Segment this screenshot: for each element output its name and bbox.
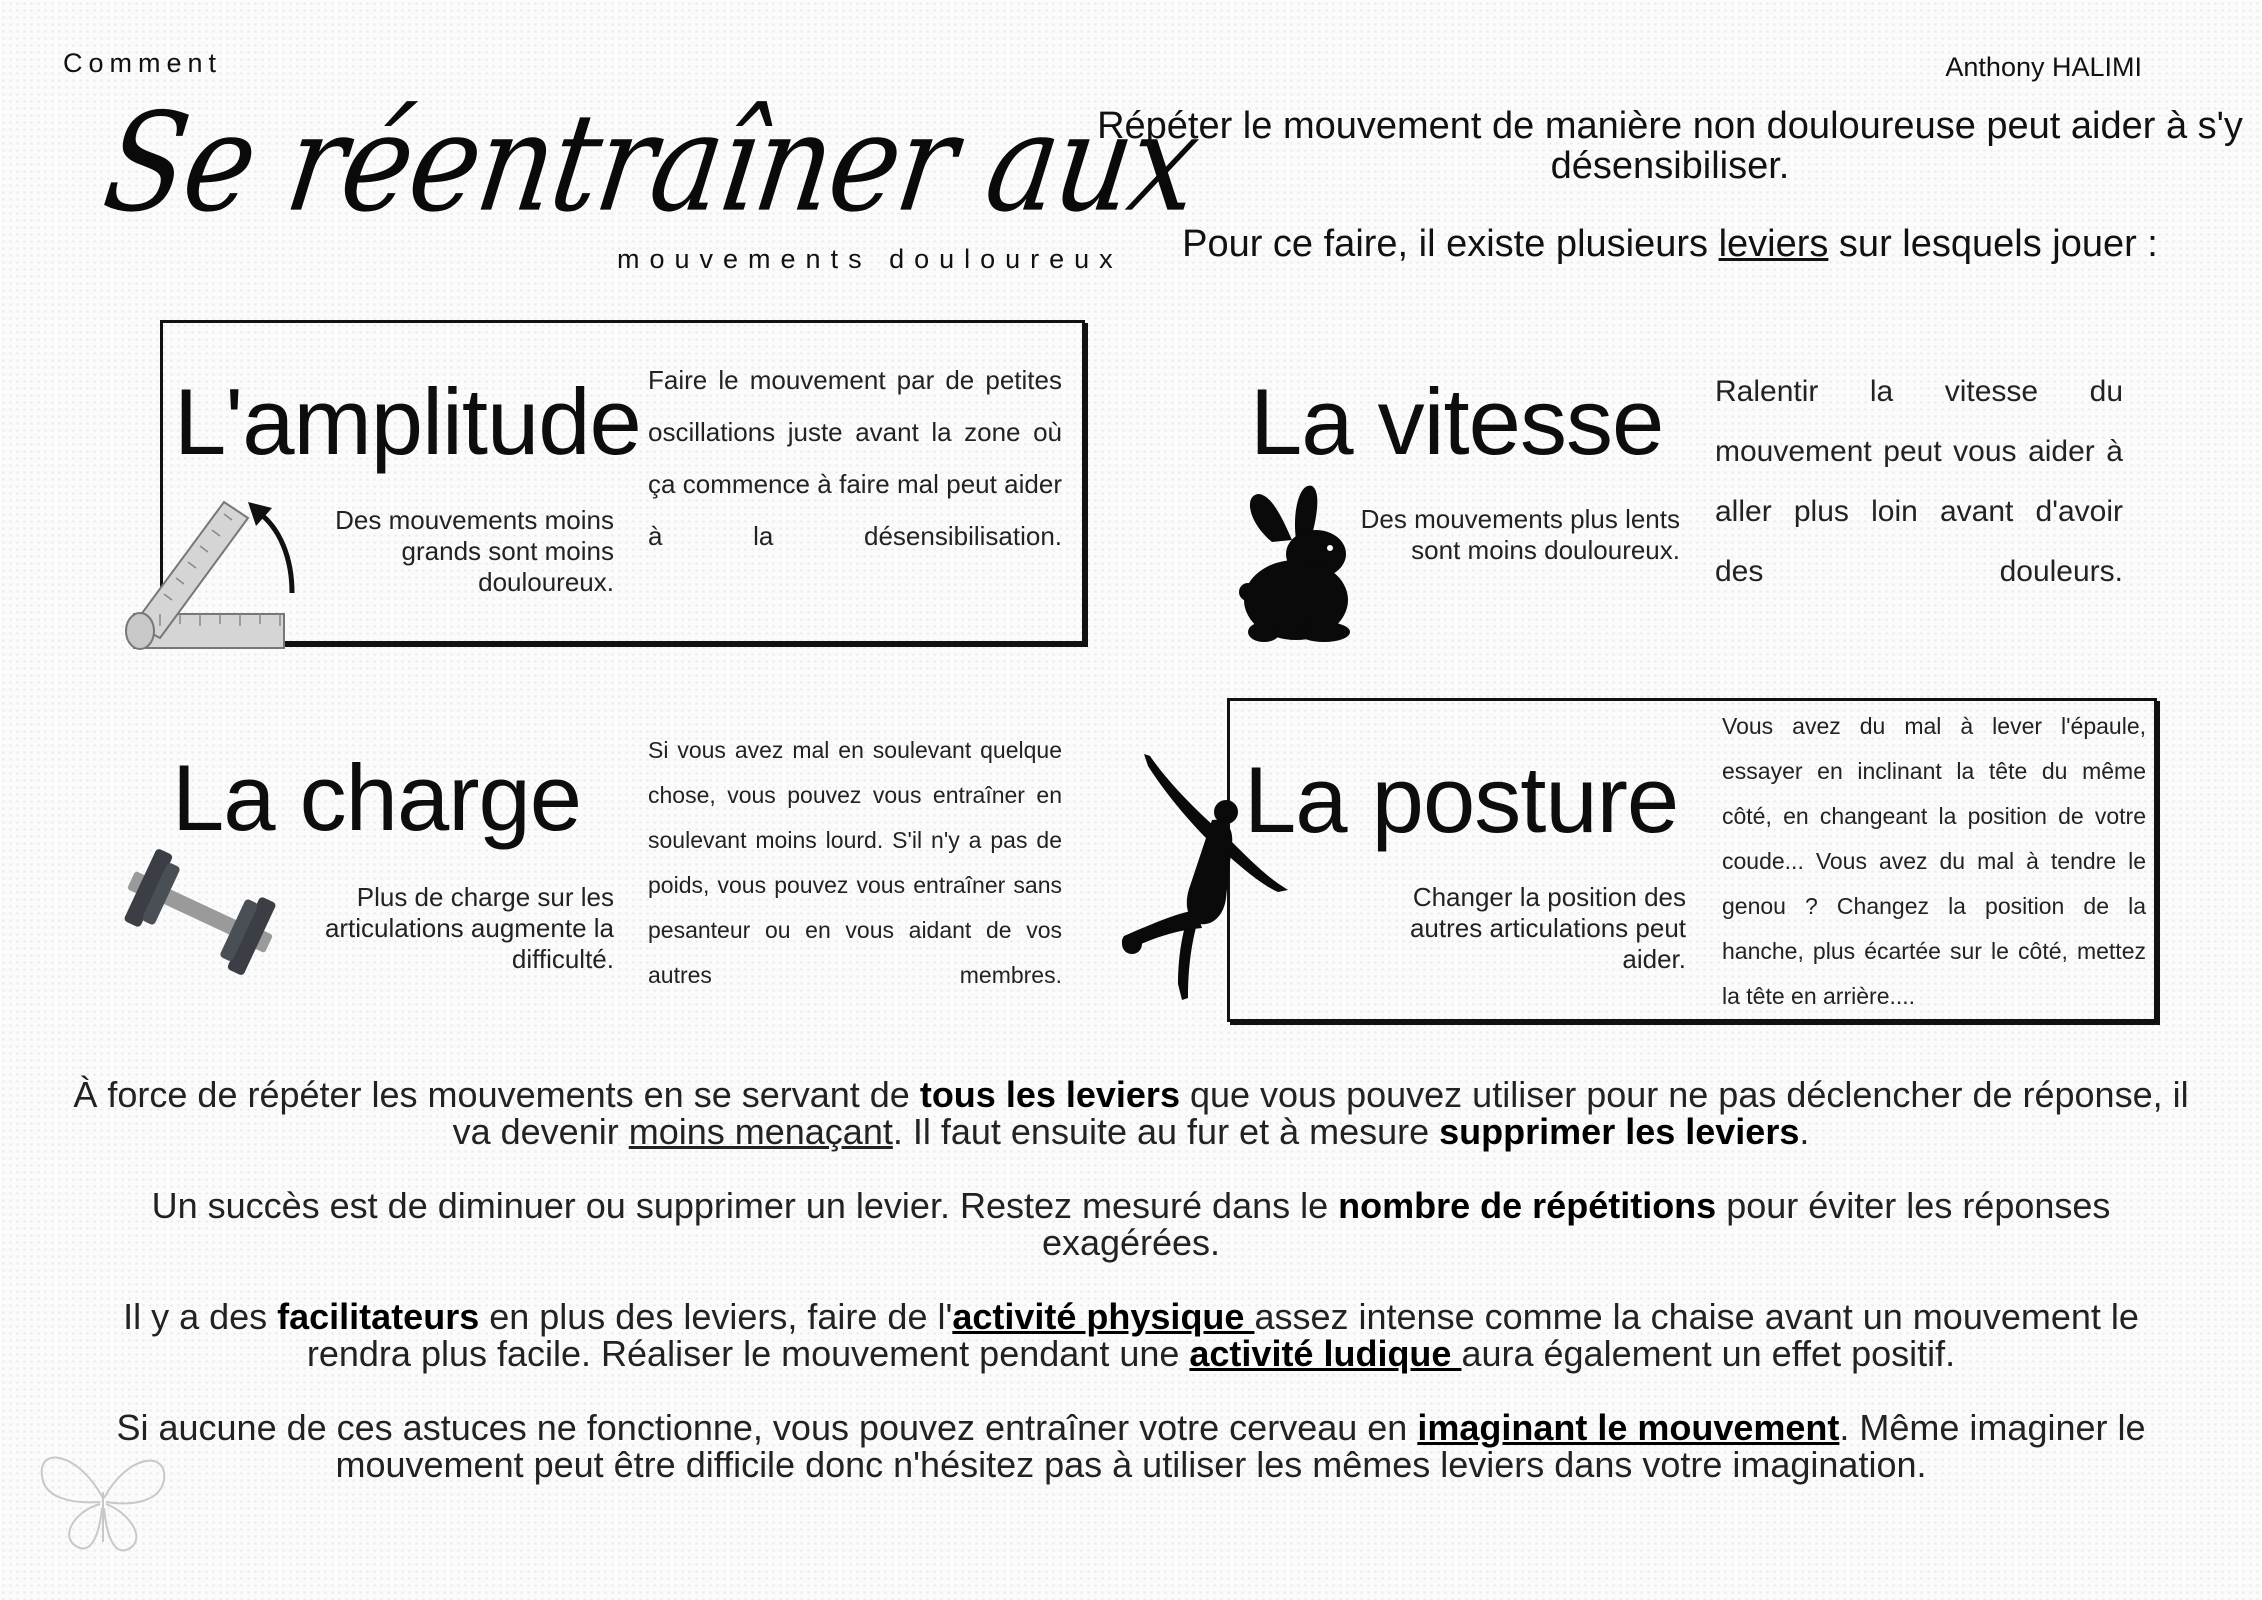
intro-line-2-start: Pour ce faire, il existe plusieurs [1182, 223, 1719, 265]
vitesse-description: Ralentir la vitesse du mouvement peut vous aider à aller plus loin avant d'avoir des douleurs. [1715, 375, 2123, 588]
conclusion-p2-text: pour éviter les réponses exagérées. [1041, 1185, 2111, 1263]
conclusion-p4-text: . Même imaginer le mouvement peut être difficile donc n'hésitez pas à utiliser les mêmes leviers dans votre imagination. [335, 1407, 2146, 1485]
conclusion-paragraph-4 [70, 1409, 2192, 1483]
amplitude-summary: Des mouvements moins grands sont moins douloureux. [335, 505, 614, 597]
nombre-de-repetitions: nombre de répétitions [1338, 1185, 1717, 1226]
conclusion-p1-text: À force de répéter les mouvements en se servant de [73, 1074, 920, 1115]
conclusion-p1-text: . [1799, 1111, 1810, 1152]
conclusion-p1-text: . Il faut ensuite au fur et à mesure [892, 1111, 1440, 1152]
dumbbell-icon [120, 842, 280, 982]
conclusion-paragraph-2 [70, 1187, 2192, 1261]
conclusion-p3-text: aura également un effet positif. [1461, 1333, 1956, 1374]
page-subtitle: mouvements douloureux [617, 244, 1123, 274]
vitesse-summary: Des mouvements plus lents sont moins douloureux. [1360, 504, 1680, 565]
intro-line-1: Répéter le mouvement de manière non douloureuse peut aider à s'y désensibiliser. [1097, 105, 2243, 187]
page-title: Se réentraîner aux [95, 83, 1207, 242]
posture-description: Vous avez du mal à lever l'épaule, essayer en inclinant la tête du même côté, en changeant la position de votre coude... Vous avez du mal à tendre le genou ? Changez la position de la hanche, plus écartée sur le côté, mettez la tête en arrière.... [1722, 713, 2146, 1009]
title-kicker: Comment [63, 48, 223, 78]
conclusion-p2-text: Un succès est de diminuer ou supprimer un levier. Restez mesuré dans le [151, 1185, 1339, 1226]
intro-text [1090, 106, 2250, 264]
conclusion-p4-text: Si aucune de ces astuces ne fonctionne, vous pouvez entraîner votre cerveau en [116, 1407, 1418, 1448]
intro-line-2-end: sur lesquels jouer : [1828, 223, 2158, 265]
rabbit-icon [1238, 482, 1368, 644]
dancer-silhouette-icon [1114, 748, 1292, 1008]
imaginant-le-mouvement: imaginant le mouvement [1417, 1407, 1840, 1448]
conclusion-paragraph-1 [70, 1076, 2192, 1150]
charge-description: Si vous avez mal en soulevant quelque chose, vous pouvez vous entraîner en soulevant moins lourd. S'il n'y a pas de poids, vous pouvez vous entraîner sans pesanteur ou en vous aidant de vos autres membres. [648, 737, 1062, 988]
moins-menacant: moins menaçant [628, 1111, 893, 1152]
vitesse-title: La vitesse [1250, 369, 1664, 474]
amplitude-title: L'amplitude [174, 369, 641, 474]
conclusion-p3-text: en plus des leviers, faire de l' [479, 1296, 953, 1337]
conclusion-p3-text: assez intense comme la chaise avant un mouvement le rendra plus facile. Réaliser le mouvement pendant une [306, 1296, 2139, 1374]
conclusion-p1-text: que vous pouvez utiliser pour ne pas déclencher de réponse, il va devenir [452, 1074, 2189, 1152]
ruler-angle-icon [120, 478, 320, 658]
conclusion-paragraph-3 [70, 1298, 2192, 1372]
charge-summary: Plus de charge sur les articulations augmente la difficulté. [324, 882, 614, 974]
activite-physique: activité physique [952, 1296, 1255, 1337]
tous-les-leviers: tous les leviers [919, 1074, 1180, 1115]
conclusion-text [70, 1076, 2192, 1520]
butterfly-sketch-icon [28, 1432, 178, 1562]
author-name: Anthony HALIMI [1945, 52, 2142, 82]
leviers-link: leviers [1718, 223, 1829, 265]
charge-title: La charge [172, 745, 582, 850]
posture-title: La posture [1244, 747, 1679, 852]
intro-line-2 [1090, 224, 2250, 264]
activite-ludique: activité ludique [1189, 1333, 1462, 1374]
conclusion-p3-text: Il y a des [123, 1296, 278, 1337]
facilitateurs: facilitateurs [277, 1296, 480, 1337]
amplitude-description: Faire le mouvement par de petites oscillations juste avant la zone où ça commence à faire mal peut aider à la désensibilisation. [648, 365, 1062, 551]
posture-summary: Changer la position des autres articulations peut aider. [1409, 882, 1686, 974]
supprimer-les-leviers: supprimer les leviers [1439, 1111, 1800, 1152]
